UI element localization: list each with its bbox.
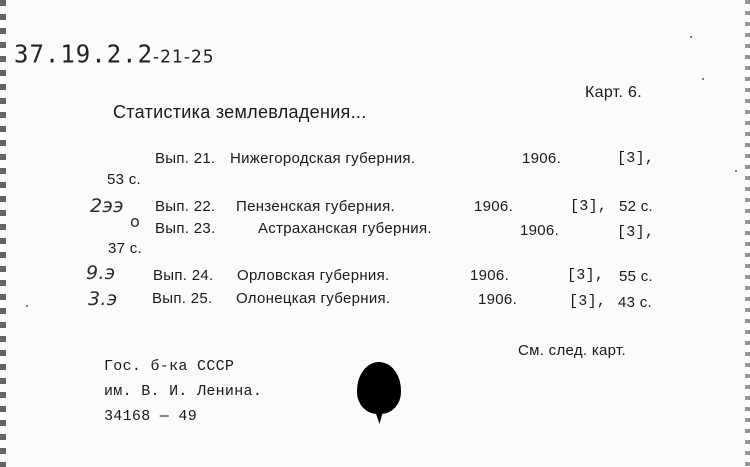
entry-pages: 55 с. xyxy=(619,268,654,285)
entry-volume: [3], xyxy=(617,150,655,167)
shelf-mark-main: 37.19.2.2 xyxy=(14,39,154,69)
see-next-card: См. след. карт. xyxy=(518,342,626,359)
entry-pages: 53 с. xyxy=(107,171,142,188)
paper-speck xyxy=(702,78,704,80)
paper-speck xyxy=(690,36,692,38)
entry-pages: 52 с. xyxy=(619,198,654,215)
card-edge-right xyxy=(745,0,750,467)
entry-name: Пензенская губерния. xyxy=(236,198,395,215)
card-title: Статистика землевладения... xyxy=(113,102,367,122)
punch-hole xyxy=(357,362,401,414)
entry-year: 1906. xyxy=(474,198,514,215)
entry-issue: Вып. 22. xyxy=(155,198,216,215)
entry-year: 1906. xyxy=(478,291,518,308)
library-name: Гос. б-ка СССР xyxy=(104,358,235,375)
handwritten-note: 2ээ xyxy=(90,195,124,217)
entry-year: 1906. xyxy=(520,222,560,239)
entry-volume: [3], xyxy=(569,293,607,310)
punch-hole-tip xyxy=(374,408,384,424)
paper-speck xyxy=(26,305,28,307)
card-edge-left xyxy=(0,0,6,467)
entry-name: Орловская губерния. xyxy=(237,267,390,284)
handwritten-note: о xyxy=(130,212,141,231)
entry-year: 1906. xyxy=(470,267,510,284)
entry-issue: Вып. 21. xyxy=(155,150,216,167)
entry-issue: Вып. 25. xyxy=(152,290,213,307)
entry-name: Нижегородская губерния. xyxy=(230,150,416,167)
library-print-number: 34168 — 49 xyxy=(104,408,198,425)
card-number: Карт. 6. xyxy=(585,84,642,101)
entry-pages: 37 с. xyxy=(108,240,143,257)
entry-name: Олонецкая губерния. xyxy=(236,290,391,307)
handwritten-note: 9.э xyxy=(86,262,116,284)
paper-speck xyxy=(735,170,737,172)
shelf-mark xyxy=(14,39,215,68)
entry-volume: [3], xyxy=(617,224,655,241)
entry-issue: Вып. 23. xyxy=(155,220,216,237)
entry-pages: 43 с. xyxy=(618,294,653,311)
entry-issue: Вып. 24. xyxy=(153,267,214,284)
entry-volume: [3], xyxy=(567,267,605,284)
entry-volume: [3], xyxy=(570,198,608,215)
shelf-mark-suffix: -21-25 xyxy=(153,46,215,68)
library-dedication: им. В. И. Ленина. xyxy=(104,383,263,400)
entry-year: 1906. xyxy=(522,150,562,167)
handwritten-note: 3.э xyxy=(88,288,118,310)
entry-name: Астраханская губерния. xyxy=(258,220,432,237)
